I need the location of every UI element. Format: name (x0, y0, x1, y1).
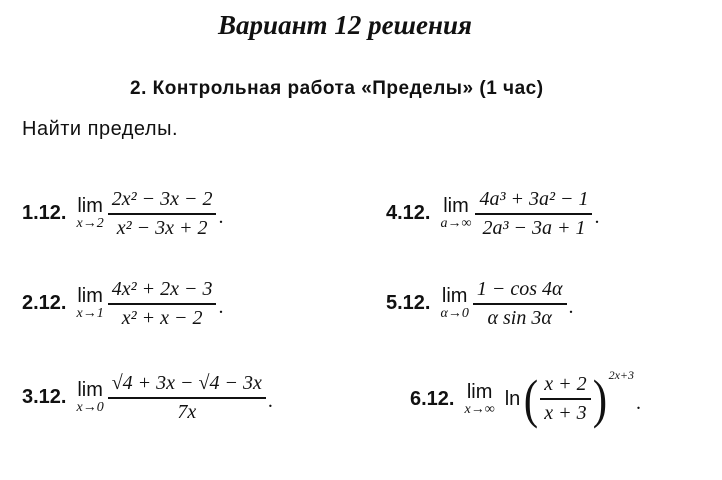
fraction (108, 372, 266, 424)
limit-operator (440, 285, 468, 322)
fraction (540, 373, 590, 425)
instruction-text: Найти пределы. (22, 118, 178, 140)
limit-operator (464, 381, 494, 418)
end-period: . (267, 390, 273, 413)
problem-number: 3.12. (22, 386, 67, 409)
problem-number: 4.12. (386, 202, 431, 225)
limit-subscript: α→0 (440, 306, 469, 322)
problem-6-12 (410, 368, 642, 429)
fraction (108, 188, 217, 240)
problem-number: 2.12. (22, 292, 67, 315)
right-paren: ) (592, 369, 607, 429)
lim-word: lim (443, 195, 469, 218)
numerator: 1 − cos 4α (476, 278, 563, 300)
fraction (475, 188, 592, 240)
end-period: . (218, 296, 224, 319)
section-heading: 2. Контрольная работа «Пределы» (1 час) (130, 78, 544, 99)
problem-2-12 (22, 278, 223, 330)
denominator: x + 3 (544, 401, 587, 424)
end-period: . (594, 206, 600, 229)
end-period: . (218, 206, 224, 229)
end-period: . (568, 296, 574, 319)
limit-operator (440, 195, 471, 232)
document-title: Вариант 12 решения (218, 10, 472, 40)
lim-word: lim (466, 380, 493, 403)
fraction-bar (108, 303, 217, 305)
lim-word: lim (77, 379, 103, 402)
denominator: 2a³ − 3a + 1 (482, 216, 586, 239)
problem-4-12 (386, 188, 599, 240)
numerator: 4x² + 2x − 3 (111, 278, 213, 300)
left-paren: ( (524, 369, 539, 429)
fraction-bar (108, 397, 266, 399)
end-period: . (636, 391, 642, 414)
denominator: α sin 3α (487, 306, 552, 329)
limit-subscript: x→∞ (464, 401, 495, 417)
ln-word: ln (504, 387, 521, 410)
numerator: 2x² − 3x − 2 (111, 188, 213, 210)
limit-subscript: x→0 (76, 400, 104, 416)
problem-3-12 (22, 372, 273, 424)
problem-number: 6.12. (410, 387, 455, 410)
lim-word: lim (77, 195, 103, 218)
problem-1-12 (22, 188, 223, 240)
problem-number: 1.12. (22, 202, 67, 225)
fraction-bar (108, 213, 217, 215)
problem-number: 5.12. (386, 292, 431, 315)
denominator: 7x (177, 400, 197, 423)
fraction (473, 278, 567, 330)
problem-5-12 (386, 278, 574, 330)
fraction-bar (540, 398, 590, 400)
denominator: x² − 3x + 2 (116, 216, 208, 239)
lim-word: lim (77, 285, 103, 308)
exponent: 2x+3 (608, 368, 635, 382)
limit-operator (76, 379, 103, 416)
denominator: x² + x − 2 (121, 306, 203, 329)
limit-operator (76, 285, 103, 322)
limit-subscript: x→1 (76, 306, 104, 322)
fraction (108, 278, 217, 330)
numerator: 4a³ + 3a² − 1 (479, 188, 589, 210)
lim-word: lim (441, 285, 468, 308)
fraction-bar (473, 303, 567, 305)
limit-subscript: x→2 (76, 216, 104, 232)
fraction-bar (475, 213, 592, 215)
limit-operator (76, 195, 103, 232)
numerator: x + 2 (544, 373, 587, 396)
limit-subscript: a→∞ (440, 216, 472, 232)
numerator: √4 + 3x − √4 − 3x (111, 372, 262, 394)
